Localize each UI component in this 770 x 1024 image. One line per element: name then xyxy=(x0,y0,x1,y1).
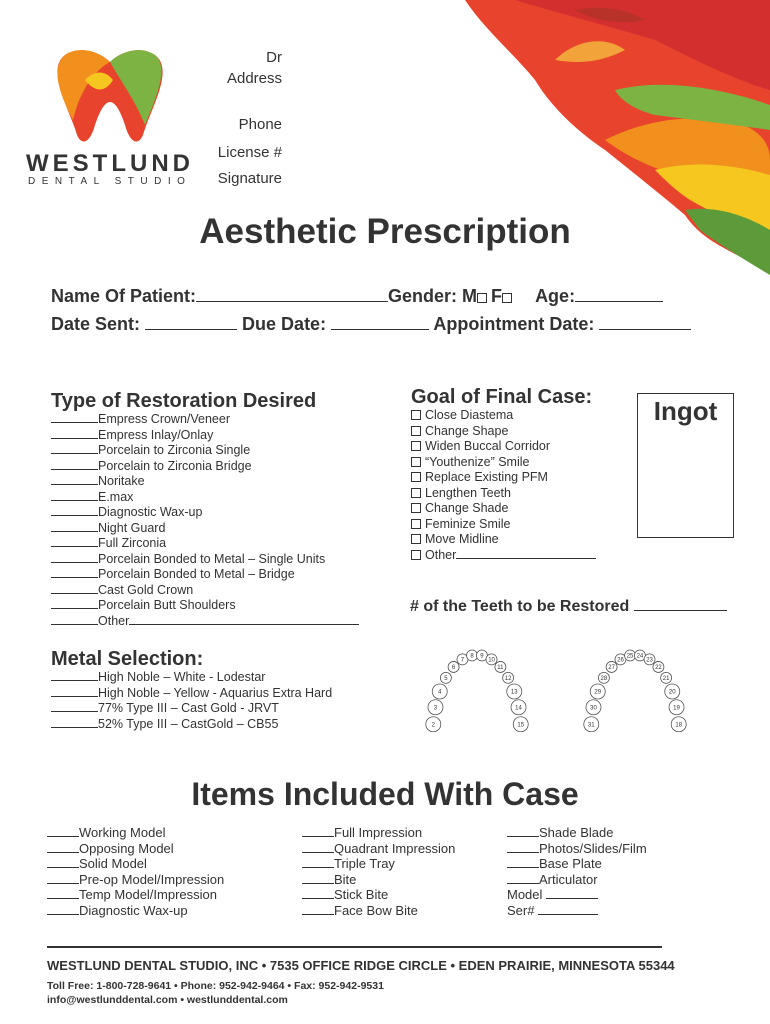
restoration-blank[interactable] xyxy=(51,567,98,578)
tooth-18[interactable] xyxy=(671,717,686,732)
goal-label: “Youthenize” Smile xyxy=(425,454,530,469)
included-item-label: Diagnostic Wax-up xyxy=(79,902,188,918)
model-label: Model xyxy=(507,887,543,902)
included-item-item xyxy=(47,825,224,841)
gender-label: Gender: M xyxy=(388,286,478,306)
tooth-30[interactable] xyxy=(586,700,601,715)
goal-label: Change Shape xyxy=(425,423,509,438)
due-date-field[interactable] xyxy=(331,319,429,330)
svg-text:15: 15 xyxy=(517,722,525,729)
restoration-item xyxy=(51,583,359,599)
tooth-29[interactable] xyxy=(590,684,605,699)
metal-blank[interactable] xyxy=(51,701,98,712)
restoration-blank[interactable] xyxy=(51,443,98,454)
included-item-label: Bite xyxy=(334,871,357,887)
restoration-item xyxy=(51,443,359,459)
included-item-blank[interactable] xyxy=(507,826,539,837)
svg-text:21: 21 xyxy=(662,676,670,683)
svg-text:20: 20 xyxy=(668,689,676,696)
tooth-11[interactable] xyxy=(495,661,506,672)
included-item-item xyxy=(507,841,647,857)
included-item-blank[interactable] xyxy=(507,857,539,868)
restoration-item xyxy=(51,552,359,568)
included-item-blank[interactable] xyxy=(47,842,79,853)
items-heading: Items Included With Case xyxy=(191,776,579,812)
included-item-item xyxy=(47,887,224,903)
included-item-item xyxy=(47,872,224,888)
included-item-label: Quadrant Impression xyxy=(334,840,456,856)
included-item-blank[interactable] xyxy=(302,857,334,868)
included-item-label: Base Plate xyxy=(539,856,602,871)
restoration-blank[interactable] xyxy=(51,583,98,594)
restoration-item xyxy=(51,428,359,444)
metal-item xyxy=(51,717,332,733)
tooth-13[interactable] xyxy=(507,684,522,699)
goal-item xyxy=(411,439,596,455)
tooth-19[interactable] xyxy=(669,700,684,715)
restoration-item xyxy=(51,505,359,521)
goal-item xyxy=(411,486,596,502)
restoration-other-field[interactable] xyxy=(129,614,359,625)
included-item-label: Opposing Model xyxy=(79,840,174,856)
goal-checkbox[interactable] xyxy=(411,503,421,513)
included-item-blank[interactable] xyxy=(47,904,79,915)
teeth-restored-text: # of the Teeth to be Restored xyxy=(410,598,630,615)
tooth-28[interactable] xyxy=(598,672,609,683)
restoration-label: Diagnostic Wax-up xyxy=(98,505,203,519)
goal-checkbox[interactable] xyxy=(411,534,421,544)
upper-arch-diagram xyxy=(422,645,532,737)
metal-blank[interactable] xyxy=(51,717,98,728)
svg-text:26: 26 xyxy=(617,657,624,664)
goal-checkbox[interactable] xyxy=(411,550,421,560)
items-column-3 xyxy=(507,825,647,918)
svg-text:31: 31 xyxy=(587,722,595,729)
svg-text:4: 4 xyxy=(438,689,442,696)
goal-item xyxy=(411,424,596,440)
footer-address: WESTLUND DENTAL STUDIO, INC • 7535 OFFICE RIDGE CIRCLE • EDEN PRAIRIE, MINNESOTA 55344 xyxy=(47,958,675,973)
svg-text:27: 27 xyxy=(608,665,615,672)
goal-checkbox[interactable] xyxy=(411,457,421,467)
restoration-item xyxy=(51,614,359,630)
items-column-1 xyxy=(47,825,224,918)
goal-label: Move Midline xyxy=(425,532,499,546)
svg-text:14: 14 xyxy=(515,705,522,712)
goal-checkbox[interactable] xyxy=(411,488,421,498)
restoration-blank[interactable] xyxy=(51,490,98,501)
restoration-blank[interactable] xyxy=(51,552,98,563)
metal-blank[interactable] xyxy=(51,686,98,697)
footer-web: info@westlunddental.com • westlunddental.com xyxy=(47,994,288,1006)
included-item-label: Solid Model xyxy=(79,856,147,871)
restoration-blank[interactable] xyxy=(51,536,98,547)
svg-text:25: 25 xyxy=(626,653,634,660)
patient-name-label: Name Of Patient: xyxy=(51,286,197,306)
restoration-label: Empress Crown/Veneer xyxy=(98,412,231,426)
included-item-label: Working Model xyxy=(79,825,166,840)
restoration-label: Porcelain Bonded to Metal – Single Units xyxy=(98,551,326,566)
tooth-2[interactable] xyxy=(426,717,441,732)
restoration-blank[interactable] xyxy=(51,412,98,423)
tooth-10[interactable] xyxy=(486,654,497,665)
restoration-blank[interactable] xyxy=(51,459,98,470)
license-label: License # xyxy=(217,144,282,161)
included-item-item xyxy=(47,841,224,857)
included-item-item xyxy=(47,903,224,919)
metal-item xyxy=(51,670,332,686)
included-item-item xyxy=(302,856,455,872)
goal-item xyxy=(411,470,596,486)
restoration-item xyxy=(51,567,359,583)
restoration-label: Noritake xyxy=(98,474,145,488)
model-row xyxy=(507,887,647,903)
goal-heading: Goal of Final Case: xyxy=(411,386,593,408)
due-date-label: Due Date: xyxy=(242,314,327,334)
age-label: Age: xyxy=(535,286,576,306)
tooth-22[interactable] xyxy=(653,661,664,672)
tooth-8[interactable] xyxy=(467,650,478,661)
lower-arch-diagram xyxy=(580,645,690,737)
svg-text:13: 13 xyxy=(510,689,518,696)
included-item-label: Temp Model/Impression xyxy=(79,887,217,902)
svg-text:11: 11 xyxy=(497,665,504,672)
patient-info-row-1 xyxy=(51,286,663,307)
svg-text:19: 19 xyxy=(673,705,680,712)
restoration-label: Full Zirconia xyxy=(98,536,167,550)
restoration-item xyxy=(51,536,359,552)
ser-label: Ser# xyxy=(507,902,535,918)
restoration-label: Porcelain Butt Shoulders xyxy=(98,598,236,612)
ser-row xyxy=(507,903,647,919)
restoration-item xyxy=(51,490,359,506)
address-label: Address xyxy=(226,70,282,87)
goal-item xyxy=(411,408,596,424)
footer-phones: Toll Free: 1-800-728-9641 • Phone: 952-942-9464 • Fax: 952-942-9531 xyxy=(47,980,384,992)
age-field[interactable] xyxy=(575,291,663,302)
metal-label: 52% Type III – CastGold – CB55 xyxy=(98,716,279,731)
restoration-blank[interactable] xyxy=(51,428,98,439)
ingot-label: Ingot xyxy=(653,396,718,426)
restoration-blank[interactable] xyxy=(51,505,98,516)
svg-text:30: 30 xyxy=(590,705,597,712)
svg-text:23: 23 xyxy=(646,657,653,664)
restoration-blank[interactable] xyxy=(51,614,98,625)
included-item-blank[interactable] xyxy=(302,904,334,915)
included-item-item xyxy=(507,872,647,888)
date-sent-label: Date Sent: xyxy=(51,314,141,334)
included-item-label: Pre-op Model/Impression xyxy=(79,871,225,887)
included-item-label: Photos/Slides/Film xyxy=(539,840,647,856)
model-field[interactable] xyxy=(546,888,598,899)
teeth-restored-field[interactable] xyxy=(634,600,727,611)
restoration-label: Other xyxy=(98,613,130,628)
metal-list xyxy=(51,670,332,732)
svg-text:29: 29 xyxy=(594,689,602,696)
page-title: Aesthetic Prescription xyxy=(199,212,571,251)
goal-checkbox[interactable] xyxy=(411,410,421,420)
goal-list xyxy=(411,408,596,563)
tooth-20[interactable] xyxy=(665,684,680,699)
tooth-25[interactable] xyxy=(625,650,636,661)
gender-f-checkbox[interactable] xyxy=(502,293,512,303)
metal-label: High Noble – Yellow - Aquarius Extra Hard xyxy=(98,685,333,700)
goal-label: Other xyxy=(425,547,457,562)
included-item-blank[interactable] xyxy=(47,826,79,837)
restoration-list xyxy=(51,412,359,629)
included-item-blank[interactable] xyxy=(47,873,79,884)
svg-text:28: 28 xyxy=(600,676,608,683)
goal-label: Lengthen Teeth xyxy=(425,485,511,500)
restoration-label: Empress Inlay/Onlay xyxy=(98,427,214,442)
restoration-item xyxy=(51,412,359,428)
gender-m-checkbox[interactable] xyxy=(477,293,487,303)
date-sent-field[interactable] xyxy=(145,319,237,330)
restoration-label: Porcelain to Zirconia Bridge xyxy=(98,458,252,473)
included-item-blank[interactable] xyxy=(302,888,334,899)
ser-field[interactable] xyxy=(538,904,598,915)
tooth-12[interactable] xyxy=(503,672,514,683)
included-item-item xyxy=(302,872,455,888)
included-item-item xyxy=(302,841,455,857)
goal-other-field[interactable] xyxy=(456,548,596,559)
footer-divider xyxy=(47,946,662,948)
goal-label: Close Diastema xyxy=(425,408,514,422)
included-item-blank[interactable] xyxy=(47,888,79,899)
restoration-label: Porcelain Bonded to Metal – Bridge xyxy=(98,567,295,581)
included-item-label: Articulator xyxy=(539,871,598,887)
included-item-blank[interactable] xyxy=(507,842,539,853)
restoration-label: Night Guard xyxy=(98,520,166,535)
restoration-item xyxy=(51,598,359,614)
patient-info-row-2 xyxy=(51,314,691,335)
included-item-label: Full Impression xyxy=(334,825,423,840)
goal-item xyxy=(411,517,596,533)
doctor-label: Dr xyxy=(266,49,282,66)
svg-text:22: 22 xyxy=(655,665,662,672)
included-item-label: Triple Tray xyxy=(334,856,395,871)
goal-item xyxy=(411,455,596,471)
included-item-label: Stick Bite xyxy=(334,887,389,902)
goal-checkbox[interactable] xyxy=(411,472,421,482)
restoration-label: Porcelain to Zirconia Single xyxy=(98,443,251,457)
teeth-restored-label xyxy=(410,598,727,616)
included-item-blank[interactable] xyxy=(302,842,334,853)
restoration-label: Cast Gold Crown xyxy=(98,582,194,597)
metal-label: 77% Type III – Cast Gold - JRVT xyxy=(98,701,279,715)
svg-text:2: 2 xyxy=(431,722,435,729)
included-item-item xyxy=(507,856,647,872)
gender-f-label: F xyxy=(491,286,503,306)
signature-label: Signature xyxy=(217,170,282,187)
goal-item xyxy=(411,501,596,517)
svg-text:24: 24 xyxy=(636,653,644,660)
restoration-heading: Type of Restoration Desired xyxy=(51,390,317,412)
tooth-15[interactable] xyxy=(513,717,528,732)
tooth-14[interactable] xyxy=(511,700,526,715)
included-item-item xyxy=(302,903,455,919)
tooth-4[interactable] xyxy=(432,684,447,699)
items-column-3-list xyxy=(507,825,647,887)
included-item-item xyxy=(302,825,455,841)
items-column-2 xyxy=(302,825,455,918)
included-item-blank[interactable] xyxy=(302,826,334,837)
included-item-blank[interactable] xyxy=(47,857,79,868)
ingot-box[interactable] xyxy=(637,393,734,538)
included-item-item xyxy=(507,825,647,841)
svg-text:5: 5 xyxy=(444,676,448,683)
metal-heading: Metal Selection: xyxy=(51,648,204,670)
logo-wordmark: WESTLUND xyxy=(26,150,194,177)
included-item-blank[interactable] xyxy=(507,873,539,884)
goal-checkbox[interactable] xyxy=(411,426,421,436)
goal-item xyxy=(411,548,596,564)
metal-label: High Noble – White - Lodestar xyxy=(98,670,266,684)
appointment-date-field[interactable] xyxy=(599,319,691,330)
svg-text:9: 9 xyxy=(480,653,484,660)
tooth-3[interactable] xyxy=(428,700,443,715)
goal-label: Change Shade xyxy=(425,501,509,515)
goal-checkbox[interactable] xyxy=(411,441,421,451)
svg-text:10: 10 xyxy=(488,657,495,664)
restoration-blank[interactable] xyxy=(51,598,98,609)
included-item-blank[interactable] xyxy=(302,873,334,884)
metal-item xyxy=(51,686,332,702)
svg-text:12: 12 xyxy=(504,676,512,683)
tooth-21[interactable] xyxy=(661,672,672,683)
goal-item xyxy=(411,532,596,548)
svg-text:6: 6 xyxy=(451,665,456,672)
included-item-label: Face Bow Bite xyxy=(334,902,418,918)
svg-text:7: 7 xyxy=(460,657,465,664)
included-item-item xyxy=(47,856,224,872)
restoration-label: E.max xyxy=(98,489,134,504)
tooth-27[interactable] xyxy=(606,661,617,672)
patient-name-field[interactable] xyxy=(196,291,388,302)
tooth-5[interactable] xyxy=(440,672,451,683)
svg-text:3: 3 xyxy=(433,705,438,712)
tooth-31[interactable] xyxy=(584,717,599,732)
restoration-item xyxy=(51,459,359,475)
svg-text:8: 8 xyxy=(470,653,474,660)
metal-blank[interactable] xyxy=(51,670,98,681)
restoration-item xyxy=(51,521,359,537)
restoration-blank[interactable] xyxy=(51,474,98,485)
goal-checkbox[interactable] xyxy=(411,519,421,529)
logo-subtitle: DENTAL STUDIO xyxy=(28,176,192,187)
phone-label: Phone xyxy=(238,116,282,133)
tooth-23[interactable] xyxy=(644,654,655,665)
appointment-date-label: Appointment Date: xyxy=(433,314,595,334)
svg-text:18: 18 xyxy=(675,722,683,729)
goal-label: Replace Existing PFM xyxy=(425,470,548,484)
metal-item xyxy=(51,701,332,717)
goal-label: Feminize Smile xyxy=(425,516,511,531)
included-item-item xyxy=(302,887,455,903)
goal-label: Widen Buccal Corridor xyxy=(425,439,551,453)
restoration-item xyxy=(51,474,359,490)
tooth-6[interactable] xyxy=(448,661,459,672)
restoration-blank[interactable] xyxy=(51,521,98,532)
included-item-label: Shade Blade xyxy=(539,825,614,840)
